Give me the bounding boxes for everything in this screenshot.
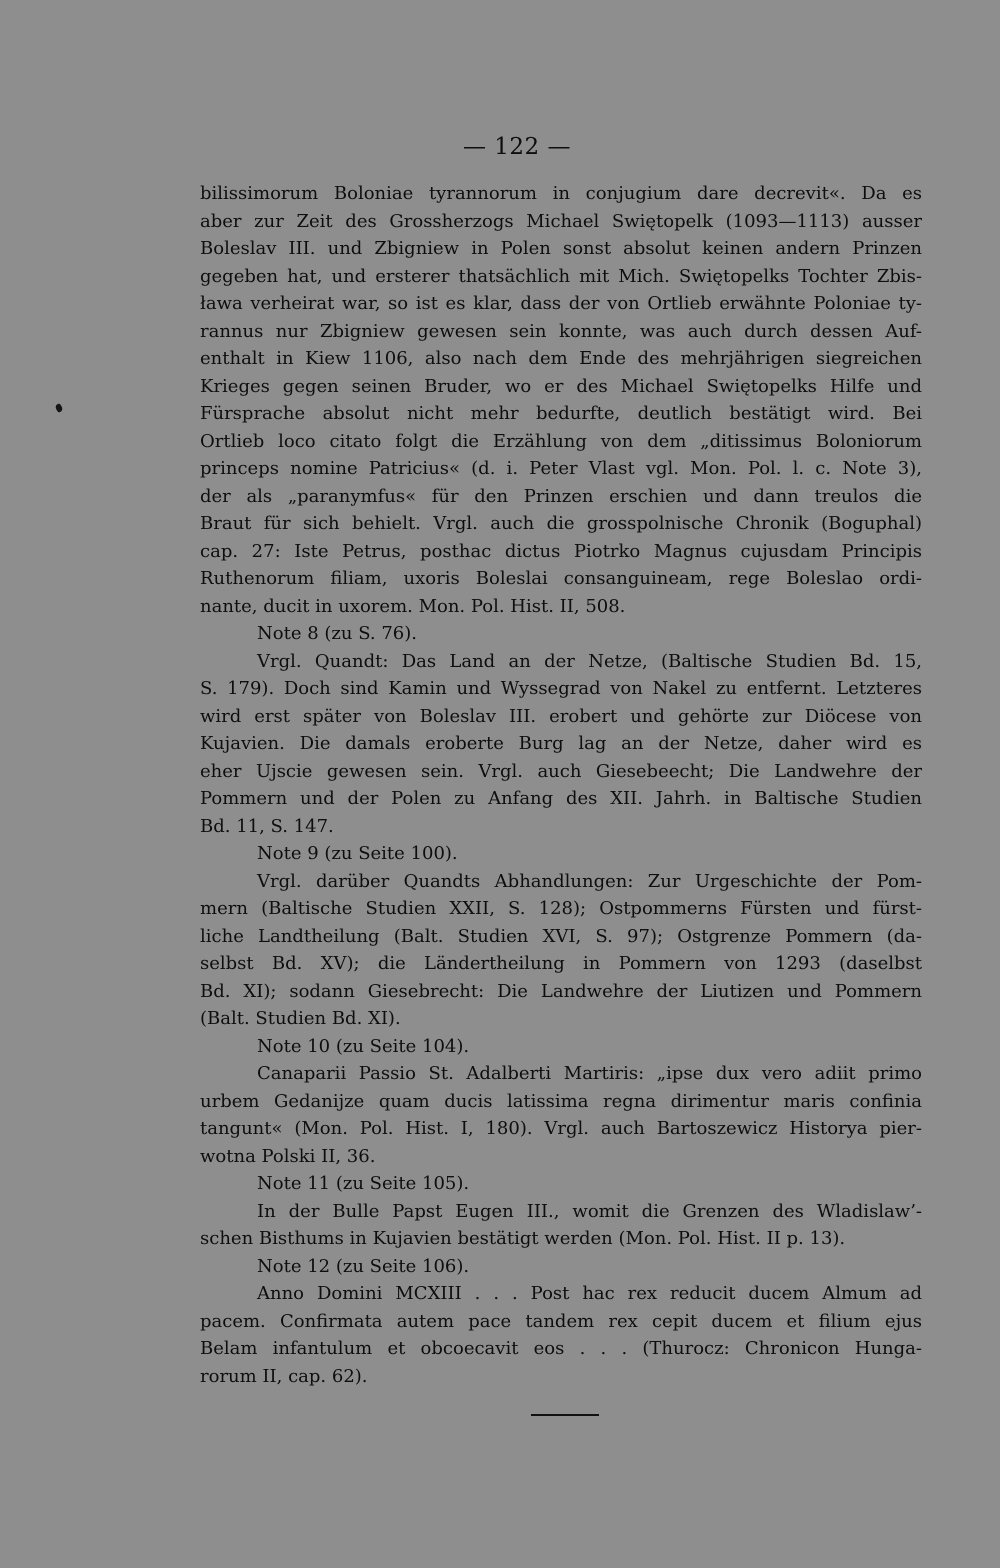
text-line: Fürsprache absolut nicht mehr bedurfte, deutlich bestätigt wird. Bei [200, 403, 922, 424]
text-line: Vrgl. darüber Quandts Abhandlungen: Zur Urgeschichte der Pom- [257, 870, 922, 892]
text-line: bilissimorum Boloniae tyrannorum in conjugium dare decrevit«. Da es [200, 183, 922, 204]
text-line: Ortlieb loco citato folgt die Erzählung von dem „ditissimus Boloniorum [200, 430, 922, 452]
text-line: pacem. Confirmata autem pace tandem rex cepit ducem et filium ejus [200, 1310, 922, 1332]
text-line: Boleslav III. und Zbigniew in Polen sonst absolut keinen andern Prinzen [200, 238, 922, 259]
note-heading: Note 12 (zu Seite 106). [257, 1255, 470, 1277]
text-line: Krieges gegen seinen Bruder, wo er des Michael Swiętopelks Hilfe und [200, 375, 922, 397]
text-line: In der Bulle Papst Eugen III., womit die Grenzen des Wladislaw’- [257, 1200, 922, 1222]
end-rule [531, 1414, 599, 1416]
text-line: der als „paranymfus« für den Prinzen erschien und dann treulos die [200, 485, 922, 507]
note-heading: Note 8 (zu S. 76). [257, 623, 417, 644]
text-line: schen Bisthums in Kujavien bestätigt werden (Mon. Pol. Hist. II p. 13). [200, 1228, 846, 1249]
text-line: urbem Gedanijze quam ducis latissima regna dirimentur maris confinia [200, 1090, 922, 1112]
text-line: cap. 27: Iste Petrus, posthac dictus Piotrko Magnus cujusdam Principis [200, 540, 922, 562]
text-line: Vrgl. Quandt: Das Land an der Netze, (Baltische Studien Bd. 15, [257, 650, 922, 672]
page-number: — 122 — [462, 134, 572, 160]
body-text [200, 180, 922, 1390]
text-line: wotna Polski II, 36. [200, 1145, 376, 1167]
text-line: wird erst später von Boleslav III. erobert und gehörte zur Diöcese von [200, 705, 922, 727]
text-line: rorum II, cap. 62). [200, 1365, 368, 1387]
text-line: Bd. 11, S. 147. [200, 815, 334, 837]
note-heading: Note 11 (zu Seite 105). [257, 1173, 470, 1194]
text-line: enthalt in Kiew 1106, also nach dem Ende des mehrjährigen siegreichen [200, 348, 922, 369]
text-line: rannus nur Zbigniew gewesen sein konnte, was auch durch dessen Auf- [200, 320, 922, 342]
note-heading: Note 10 (zu Seite 104). [257, 1035, 470, 1057]
text-line: aber zur Zeit des Grossherzogs Michael Swiętopelk (1093—1113) ausser [200, 210, 922, 232]
text-line: Braut für sich behielt. Vrgl. auch die grosspolnische Chronik (Boguphal) [200, 513, 922, 534]
note-heading: Note 9 (zu Seite 100). [257, 843, 458, 864]
text-line: mern (Baltische Studien XXII, S. 128); Ostpommerns Fürsten und fürst- [200, 898, 922, 919]
text-line: Pommern und der Polen zu Anfang des XII. Jahrh. in Baltische Studien [200, 788, 922, 809]
book-page [200, 0, 924, 1568]
text-line: Belam infantulum et obcoecavit eos . . . (Thurocz: Chronicon Hunga- [200, 1338, 922, 1359]
text-line: Kujavien. Die damals eroberte Burg lag an der Netze, daher wird es [200, 733, 922, 754]
text-line: Anno Domini MCXIII . . . Post hac rex reducit ducem Almum ad [257, 1283, 922, 1304]
margin-mark [54, 403, 63, 413]
text-line: nante, ducit in uxorem. Mon. Pol. Hist. II, 508. [200, 595, 626, 617]
text-line: princeps nomine Patricius« (d. i. Peter Vlast vgl. Mon. Pol. l. c. Note 3), [200, 458, 922, 479]
text-line: eher Ujscie gewesen sein. Vrgl. auch Giesebeecht; Die Landwehre der [200, 760, 922, 782]
text-line: selbst Bd. XV); die Ländertheilung in Pommern von 1293 (daselbst [200, 953, 922, 974]
text-line: Ruthenorum filiam, uxoris Boleslai consanguineam, rege Boleslao ordi- [200, 568, 922, 589]
text-line: liche Landtheilung (Balt. Studien XVI, S. 97); Ostgrenze Pommern (da- [200, 925, 922, 947]
text-line: gegeben hat, und ersterer thatsächlich mit Mich. Swiętopelks Tochter Zbis- [200, 265, 922, 287]
text-line: Bd. XI); sodann Giesebrecht: Die Landwehre der Liutizen und Pommern [200, 980, 922, 1002]
text-line: ława verheirat war, so ist es klar, dass der von Ortlieb erwähnte Poloniae ty- [200, 293, 922, 314]
text-line: (Balt. Studien Bd. XI). [200, 1008, 401, 1029]
text-line: tangunt« (Mon. Pol. Hist. I, 180). Vrgl. auch Bartoszewicz Historya pier- [200, 1118, 922, 1139]
text-line: Canaparii Passio St. Adalberti Martiris: „ipse dux vero adiit primo [257, 1063, 922, 1084]
text-line: S. 179). Doch sind Kamin und Wyssegrad von Nakel zu entfernt. Letzteres [200, 678, 922, 699]
